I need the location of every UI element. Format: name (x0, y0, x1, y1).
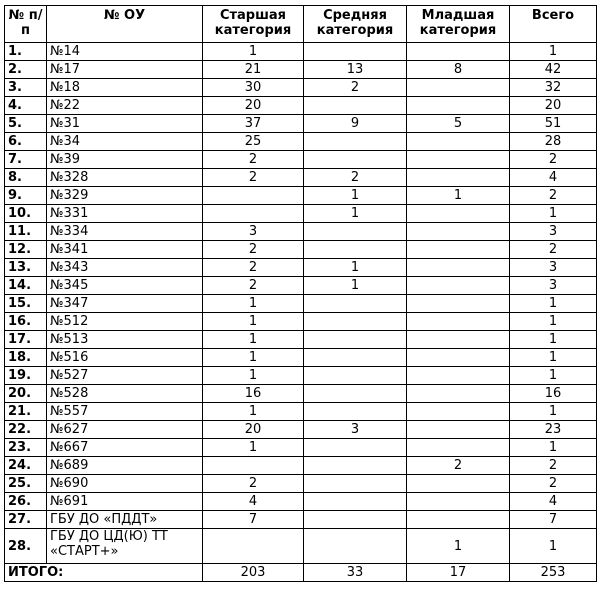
cell-school: №691 (47, 493, 203, 511)
results-table (4, 5, 597, 582)
cell-school: №557 (47, 403, 203, 421)
cell-middle: 3 (304, 421, 407, 439)
cell-middle (304, 43, 407, 61)
table-row (5, 331, 597, 349)
cell-school: №527 (47, 367, 203, 385)
cell-middle (304, 349, 407, 367)
cell-middle: 1 (304, 205, 407, 223)
cell-middle: 13 (304, 61, 407, 79)
cell-senior (203, 529, 304, 564)
cell-senior (203, 457, 304, 475)
table-row (5, 421, 597, 439)
cell-junior: 8 (407, 61, 510, 79)
cell-middle (304, 151, 407, 169)
table-row (5, 295, 597, 313)
cell-junior: 1 (407, 187, 510, 205)
cell-total: 42 (510, 61, 597, 79)
cell-school: №14 (47, 43, 203, 61)
cell-num: 21. (5, 403, 47, 421)
cell-school: №516 (47, 349, 203, 367)
header-senior: Старшая категория (203, 6, 304, 43)
table-row (5, 187, 597, 205)
cell-num: 23. (5, 439, 47, 457)
cell-total: 3 (510, 223, 597, 241)
cell-junior (407, 241, 510, 259)
cell-junior (407, 385, 510, 403)
cell-senior: 21 (203, 61, 304, 79)
cell-middle (304, 385, 407, 403)
table-row (5, 385, 597, 403)
cell-junior (407, 313, 510, 331)
cell-school: №347 (47, 295, 203, 313)
cell-num: 14. (5, 277, 47, 295)
table-row (5, 61, 597, 79)
table-row (5, 115, 597, 133)
cell-num: 13. (5, 259, 47, 277)
cell-school: №343 (47, 259, 203, 277)
cell-senior: 2 (203, 169, 304, 187)
cell-school: ГБУ ДО ЦД(Ю) ТТ «СТАРТ+» (47, 529, 203, 564)
table-row (5, 241, 597, 259)
cell-school: ГБУ ДО «ПДДТ» (47, 511, 203, 529)
cell-school: №18 (47, 79, 203, 97)
cell-num: 3. (5, 79, 47, 97)
cell-school: №528 (47, 385, 203, 403)
cell-total: 1 (510, 439, 597, 457)
cell-senior: 1 (203, 331, 304, 349)
cell-school: №328 (47, 169, 203, 187)
cell-junior (407, 439, 510, 457)
cell-num: 10. (5, 205, 47, 223)
cell-middle (304, 331, 407, 349)
cell-school: №331 (47, 205, 203, 223)
table-row (5, 313, 597, 331)
cell-senior: 4 (203, 493, 304, 511)
cell-junior (407, 277, 510, 295)
table-row (5, 529, 597, 564)
totals-junior: 17 (407, 564, 510, 582)
cell-senior: 2 (203, 259, 304, 277)
cell-middle (304, 313, 407, 331)
cell-total: 4 (510, 169, 597, 187)
cell-junior (407, 511, 510, 529)
cell-senior: 2 (203, 475, 304, 493)
table-row (5, 133, 597, 151)
table-row (5, 223, 597, 241)
cell-middle (304, 511, 407, 529)
cell-junior (407, 151, 510, 169)
cell-school: №34 (47, 133, 203, 151)
cell-junior (407, 205, 510, 223)
cell-total: 51 (510, 115, 597, 133)
cell-middle (304, 295, 407, 313)
table-row (5, 511, 597, 529)
cell-total: 2 (510, 151, 597, 169)
cell-total: 3 (510, 277, 597, 295)
cell-junior (407, 421, 510, 439)
cell-junior (407, 295, 510, 313)
cell-junior (407, 331, 510, 349)
cell-total: 1 (510, 403, 597, 421)
totals-total: 253 (510, 564, 597, 582)
cell-junior (407, 367, 510, 385)
cell-num: 26. (5, 493, 47, 511)
cell-total: 2 (510, 475, 597, 493)
cell-school: №512 (47, 313, 203, 331)
cell-school: №341 (47, 241, 203, 259)
cell-school: №627 (47, 421, 203, 439)
cell-num: 7. (5, 151, 47, 169)
cell-school: №667 (47, 439, 203, 457)
totals-middle: 33 (304, 564, 407, 582)
cell-senior: 3 (203, 223, 304, 241)
table-row (5, 277, 597, 295)
cell-senior: 1 (203, 439, 304, 457)
cell-num: 1. (5, 43, 47, 61)
cell-junior (407, 133, 510, 151)
cell-total: 7 (510, 511, 597, 529)
cell-school: №22 (47, 97, 203, 115)
table-row (5, 169, 597, 187)
cell-total: 2 (510, 241, 597, 259)
cell-middle (304, 529, 407, 564)
cell-total: 20 (510, 97, 597, 115)
cell-total: 2 (510, 457, 597, 475)
cell-junior (407, 259, 510, 277)
table-row (5, 475, 597, 493)
cell-num: 6. (5, 133, 47, 151)
cell-num: 28. (5, 529, 47, 564)
cell-middle: 1 (304, 259, 407, 277)
header-total: Всего (510, 6, 597, 43)
cell-total: 1 (510, 295, 597, 313)
cell-middle (304, 403, 407, 421)
cell-total: 2 (510, 187, 597, 205)
cell-num: 16. (5, 313, 47, 331)
cell-junior (407, 79, 510, 97)
cell-junior (407, 97, 510, 115)
cell-junior: 5 (407, 115, 510, 133)
cell-senior: 1 (203, 367, 304, 385)
cell-num: 19. (5, 367, 47, 385)
cell-school: №689 (47, 457, 203, 475)
cell-senior: 25 (203, 133, 304, 151)
cell-senior: 1 (203, 295, 304, 313)
cell-num: 8. (5, 169, 47, 187)
cell-junior (407, 169, 510, 187)
cell-junior (407, 43, 510, 61)
table-row (5, 403, 597, 421)
cell-total: 1 (510, 349, 597, 367)
cell-senior: 30 (203, 79, 304, 97)
cell-school: №39 (47, 151, 203, 169)
header-row (5, 6, 597, 43)
cell-junior (407, 403, 510, 421)
cell-num: 18. (5, 349, 47, 367)
cell-senior: 20 (203, 421, 304, 439)
cell-total: 1 (510, 313, 597, 331)
cell-senior: 7 (203, 511, 304, 529)
cell-school: №345 (47, 277, 203, 295)
table-row (5, 367, 597, 385)
cell-num: 17. (5, 331, 47, 349)
table-row (5, 97, 597, 115)
cell-num: 25. (5, 475, 47, 493)
cell-middle (304, 475, 407, 493)
cell-senior: 1 (203, 43, 304, 61)
cell-total: 1 (510, 205, 597, 223)
cell-senior (203, 205, 304, 223)
cell-num: 4. (5, 97, 47, 115)
header-num: № п/п (5, 6, 47, 43)
cell-total: 32 (510, 79, 597, 97)
cell-middle: 2 (304, 169, 407, 187)
table-body (5, 43, 597, 564)
cell-middle (304, 457, 407, 475)
cell-total: 4 (510, 493, 597, 511)
cell-senior: 1 (203, 403, 304, 421)
cell-num: 2. (5, 61, 47, 79)
cell-school: №329 (47, 187, 203, 205)
cell-senior: 37 (203, 115, 304, 133)
cell-num: 5. (5, 115, 47, 133)
cell-junior: 1 (407, 529, 510, 564)
cell-total: 16 (510, 385, 597, 403)
cell-junior (407, 475, 510, 493)
cell-senior (203, 187, 304, 205)
totals-senior: 203 (203, 564, 304, 582)
cell-junior (407, 349, 510, 367)
cell-middle: 2 (304, 79, 407, 97)
cell-total: 28 (510, 133, 597, 151)
cell-school: №17 (47, 61, 203, 79)
cell-num: 22. (5, 421, 47, 439)
cell-num: 12. (5, 241, 47, 259)
cell-junior (407, 223, 510, 241)
cell-num: 24. (5, 457, 47, 475)
cell-middle (304, 133, 407, 151)
cell-middle (304, 97, 407, 115)
cell-total: 3 (510, 259, 597, 277)
cell-total: 1 (510, 43, 597, 61)
totals-label: ИТОГО: (5, 564, 203, 582)
table-row (5, 79, 597, 97)
table-row (5, 151, 597, 169)
table-row (5, 259, 597, 277)
cell-senior: 2 (203, 241, 304, 259)
cell-middle (304, 223, 407, 241)
cell-middle (304, 241, 407, 259)
header-middle: Средняя категория (304, 6, 407, 43)
cell-middle: 9 (304, 115, 407, 133)
header-school: № ОУ (47, 6, 203, 43)
cell-total: 1 (510, 367, 597, 385)
table-row (5, 439, 597, 457)
cell-num: 15. (5, 295, 47, 313)
totals-row (5, 564, 597, 582)
cell-total: 23 (510, 421, 597, 439)
table-row (5, 349, 597, 367)
table-row (5, 205, 597, 223)
cell-total: 1 (510, 529, 597, 564)
cell-middle: 1 (304, 187, 407, 205)
cell-senior: 20 (203, 97, 304, 115)
header-junior: Младшая категория (407, 6, 510, 43)
table-row (5, 493, 597, 511)
cell-junior (407, 493, 510, 511)
cell-senior: 16 (203, 385, 304, 403)
cell-middle (304, 367, 407, 385)
cell-middle (304, 493, 407, 511)
table-row (5, 43, 597, 61)
cell-senior: 2 (203, 151, 304, 169)
cell-junior: 2 (407, 457, 510, 475)
cell-middle (304, 439, 407, 457)
cell-school: №334 (47, 223, 203, 241)
cell-num: 11. (5, 223, 47, 241)
cell-school: №690 (47, 475, 203, 493)
cell-senior: 1 (203, 313, 304, 331)
table-row (5, 457, 597, 475)
cell-num: 20. (5, 385, 47, 403)
cell-senior: 1 (203, 349, 304, 367)
cell-school: №513 (47, 331, 203, 349)
cell-senior: 2 (203, 277, 304, 295)
cell-middle: 1 (304, 277, 407, 295)
cell-num: 9. (5, 187, 47, 205)
cell-total: 1 (510, 331, 597, 349)
cell-school: №31 (47, 115, 203, 133)
cell-num: 27. (5, 511, 47, 529)
